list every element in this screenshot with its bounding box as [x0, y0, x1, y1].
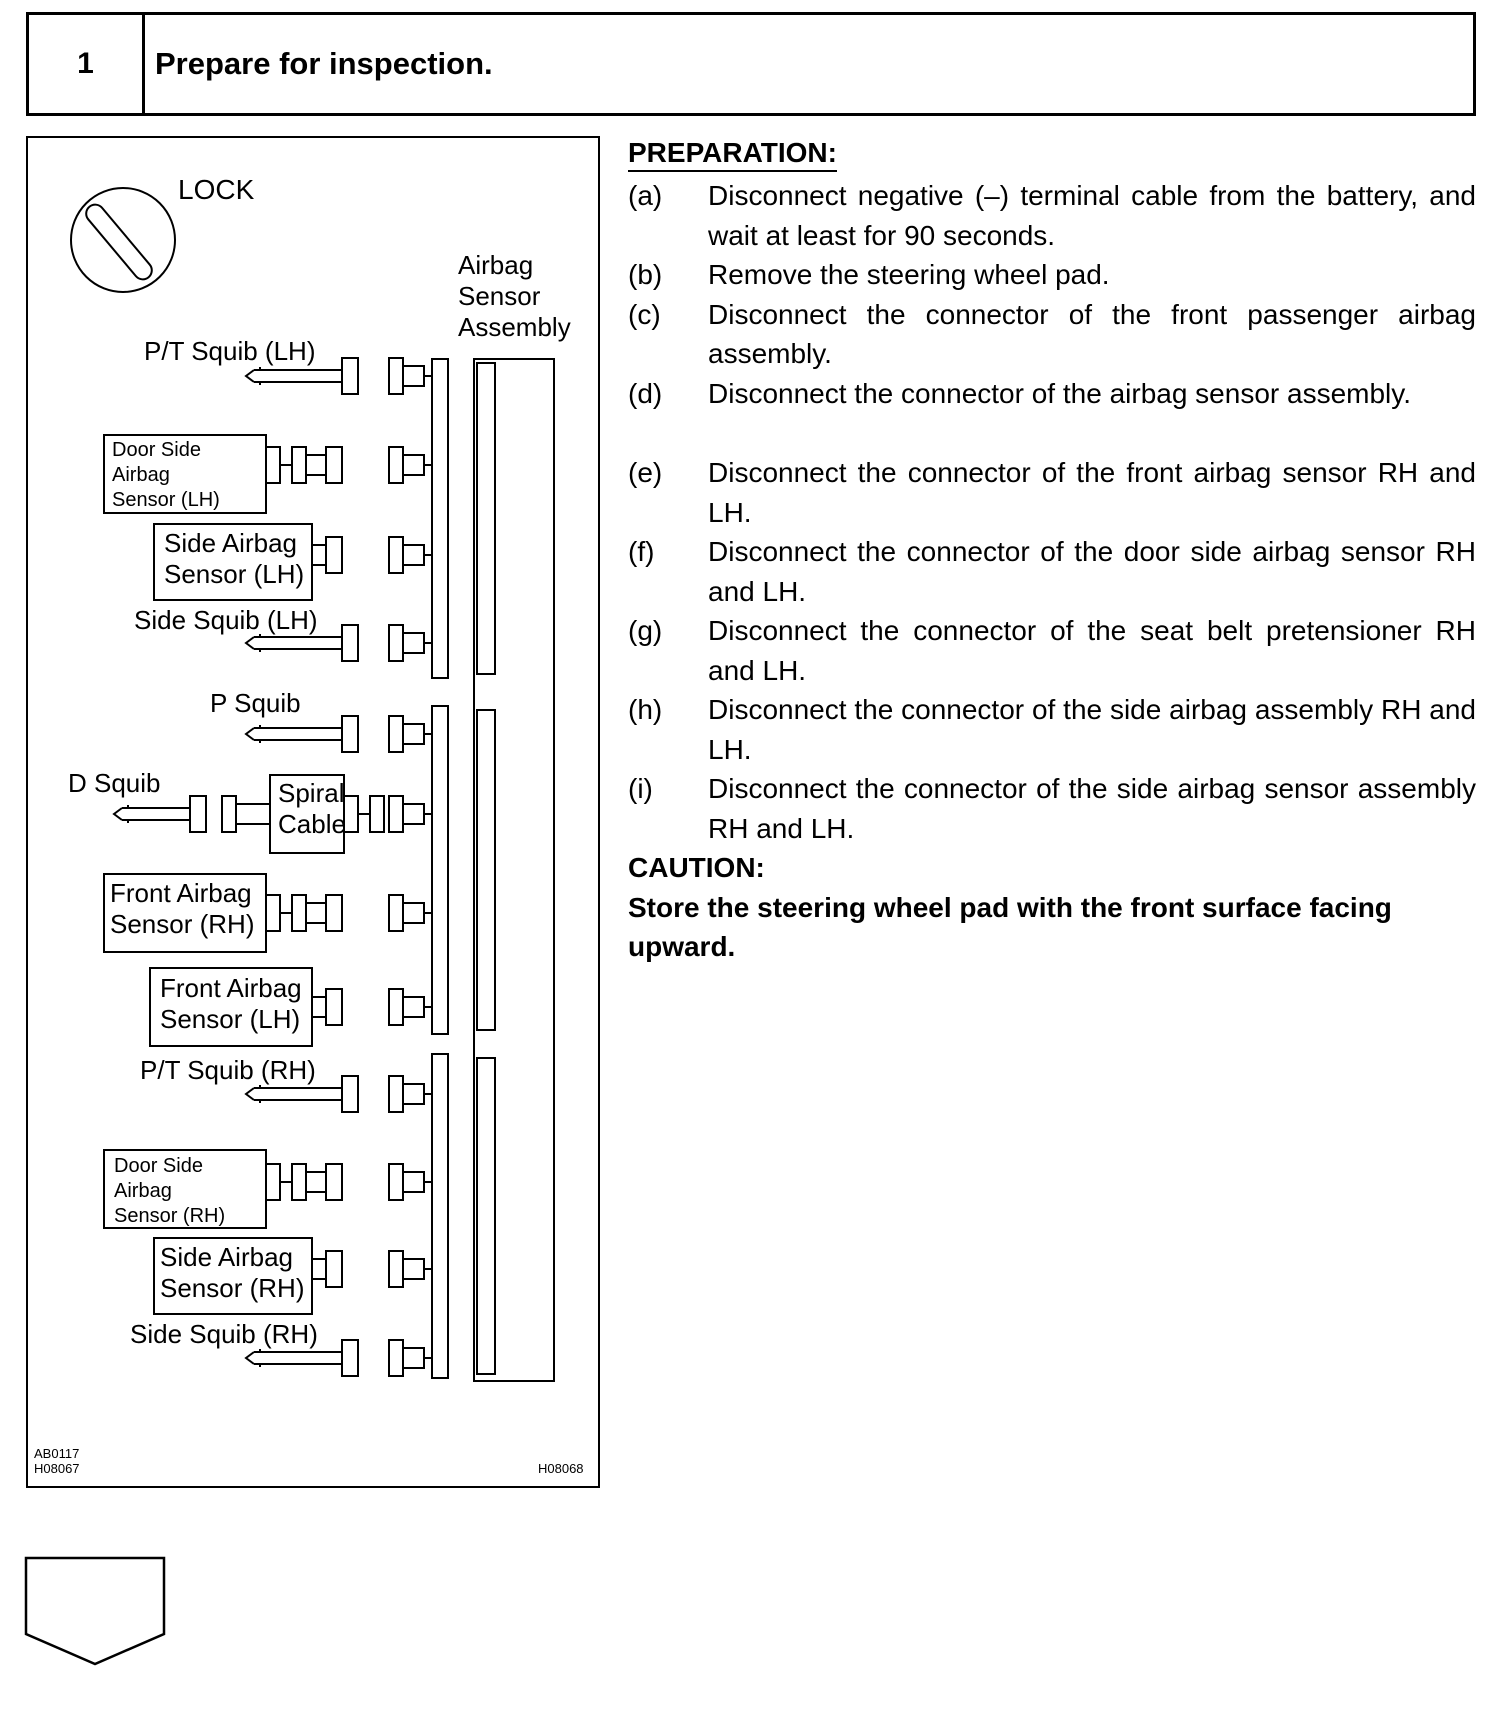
connector-pin	[403, 366, 424, 386]
door-side-sensor-lh-label: Door Side	[112, 439, 201, 461]
connector-pin	[403, 1172, 424, 1192]
connector-pin	[403, 1259, 424, 1279]
door-side-sensor-rh-label: Door Side	[114, 1155, 203, 1177]
sensor-assembly-slot	[477, 710, 495, 1030]
connector-pin	[403, 633, 424, 653]
preparation-step	[628, 176, 1476, 255]
pt-squib-lh-connector	[246, 367, 342, 385]
preparation-step	[628, 690, 1476, 769]
preparation-step	[628, 374, 1476, 414]
side-sensor-lh-connector	[326, 537, 342, 573]
next-step-arrow-icon	[24, 1556, 168, 1670]
airbag-sensor-assembly	[474, 359, 554, 1381]
connector-pin	[403, 997, 424, 1017]
side-sensor-rh-label: Sensor (RH)	[160, 1273, 305, 1303]
step-mark: (a)	[628, 180, 663, 211]
connector-bar	[432, 706, 448, 1034]
spiral-cable-connector	[370, 796, 384, 832]
front-sensor-rh-connector	[266, 895, 280, 931]
step-number: 1	[29, 15, 145, 113]
p-squib-connector-plug	[342, 716, 358, 752]
side-squib-rh-connector-plug	[342, 1340, 358, 1376]
sensor-assembly-slot	[477, 1058, 495, 1374]
side-squib-rh-label: Side Squib (RH)	[130, 1319, 318, 1349]
figure-code: AB0117	[34, 1446, 80, 1461]
step-mark: (i)	[628, 773, 653, 804]
connector-socket	[389, 895, 403, 931]
preparation-step	[628, 453, 1476, 532]
d-squib-label: D Squib	[68, 768, 161, 798]
pt-squib-lh-connector-plug	[342, 358, 358, 394]
p-squib-label: P Squib	[210, 688, 301, 718]
d-squib-connector-plug	[190, 796, 206, 832]
side-squib-lh-connector	[246, 634, 342, 652]
step-text: Disconnect the connector of the side airbag sensor assembly RH and LH.	[708, 773, 1476, 844]
connector-socket	[389, 447, 403, 483]
side-sensor-lh-label: Sensor (LH)	[164, 559, 305, 589]
front-sensor-rh-connector	[326, 895, 342, 931]
connector-bar	[432, 1054, 448, 1378]
preparation-steps	[628, 176, 1476, 848]
connector-pin	[403, 1084, 424, 1104]
lock-dial-icon	[71, 188, 175, 292]
side-squib-rh-connector	[246, 1349, 342, 1367]
door-side-sensor-rh-label: Airbag	[114, 1180, 172, 1202]
side-squib-lh-connector-plug	[342, 625, 358, 661]
sensor-assembly-slot	[477, 363, 495, 674]
preparation-step	[628, 532, 1476, 611]
step-text: Disconnect negative (–) terminal cable from the battery, and wait at least for 90 seconds.	[708, 180, 1476, 251]
connector-socket	[389, 716, 403, 752]
door-side-sensor-rh-connector	[266, 1164, 280, 1200]
front-sensor-lh-connector	[326, 989, 342, 1025]
sensor-assembly-label: Sensor	[458, 281, 541, 311]
step-text: Disconnect the connector of the seat belt pretensioner RH and LH.	[708, 615, 1476, 686]
figure-code: H08068	[538, 1461, 584, 1476]
p-squib-connector	[246, 725, 342, 743]
step-mark: (e)	[628, 457, 663, 488]
front-sensor-lh-label: Sensor (LH)	[160, 1004, 301, 1034]
pt-squib-rh-connector-plug	[342, 1076, 358, 1112]
sensor-assembly-label: Assembly	[458, 312, 571, 342]
diagram-canvas	[28, 138, 598, 1486]
key-slot-icon	[83, 201, 156, 283]
front-sensor-rh-label: Front Airbag	[110, 878, 252, 908]
step-mark: (d)	[628, 377, 663, 409]
connector-pin	[403, 455, 424, 475]
connector-socket	[389, 989, 403, 1025]
step-text: Disconnect the connector of the airbag sensor assembly.	[708, 377, 1411, 409]
door-side-sensor-lh-connector	[292, 447, 306, 483]
front-sensor-lh-label: Front Airbag	[160, 973, 302, 1003]
step-mark: (f)	[628, 536, 655, 567]
door-side-sensor-rh-label: Sensor (RH)	[114, 1205, 226, 1227]
step-mark: (c)	[628, 298, 661, 330]
door-side-sensor-lh-label: Airbag	[112, 464, 170, 486]
connector-diagram	[26, 136, 600, 1488]
preparation-section	[628, 133, 1476, 967]
side-sensor-rh-connector	[326, 1251, 342, 1287]
step-mark: (b)	[628, 259, 663, 290]
connector-socket	[389, 1251, 403, 1287]
connector-pin	[403, 903, 424, 923]
step-gap	[628, 413, 1476, 453]
figure-code: H08067	[34, 1461, 80, 1476]
front-sensor-rh-label: Sensor (RH)	[110, 909, 255, 939]
door-side-sensor-rh-connector	[292, 1164, 306, 1200]
spiral-cable-label: Cable	[278, 809, 346, 839]
step-text: Remove the steering wheel pad.	[708, 259, 1110, 290]
preparation-heading: PREPARATION:	[628, 136, 837, 172]
connector-pin	[403, 545, 424, 565]
connector-pin	[403, 724, 424, 744]
pt-squib-rh-label: P/T Squib (RH)	[140, 1055, 316, 1085]
connector-socket	[389, 1340, 403, 1376]
side-sensor-lh-label: Side Airbag	[164, 528, 297, 558]
connector-pin	[403, 804, 424, 824]
preparation-step	[628, 255, 1476, 295]
connector-socket	[389, 796, 403, 832]
connector-bar	[432, 359, 448, 678]
step-mark: (g)	[628, 615, 663, 646]
pt-squib-lh-label: P/T Squib (LH)	[144, 336, 316, 366]
spiral-cable-label: Spiral	[278, 778, 345, 808]
door-side-sensor-lh-connector	[266, 447, 280, 483]
door-side-sensor-lh-connector	[326, 447, 342, 483]
caution-heading: CAUTION:	[628, 852, 765, 883]
lock-label: LOCK	[178, 174, 255, 205]
side-sensor-rh-label: Side Airbag	[160, 1242, 293, 1272]
connector-socket	[389, 625, 403, 661]
preparation-step	[628, 611, 1476, 690]
step-mark: (h)	[628, 694, 663, 725]
side-squib-lh-label: Side Squib (LH)	[134, 605, 318, 635]
step-text: Disconnect the connector of the side airbag assembly RH and LH.	[708, 694, 1476, 765]
step-text: Disconnect the connector of the door side airbag sensor RH and LH.	[708, 536, 1476, 607]
step-text: Disconnect the connector of the front airbag sensor RH and LH.	[708, 457, 1476, 528]
preparation-step	[628, 295, 1476, 374]
spiral-cable-connector	[222, 796, 236, 832]
d-squib-connector	[114, 805, 190, 823]
door-side-sensor-rh-connector	[326, 1164, 342, 1200]
connector-socket	[389, 1164, 403, 1200]
caution-text: Store the steering wheel pad with the front surface facing upward.	[628, 891, 1392, 962]
front-sensor-rh-connector	[292, 895, 306, 931]
pt-squib-rh-connector	[246, 1085, 342, 1103]
door-side-sensor-lh-label: Sensor (LH)	[112, 489, 220, 511]
spiral-cable-connector	[344, 796, 358, 832]
connector-socket	[389, 1076, 403, 1112]
connector-socket	[389, 358, 403, 394]
sensor-assembly-label: Airbag	[458, 250, 534, 280]
step-header	[26, 12, 1476, 116]
step-title: Prepare for inspection.	[155, 46, 493, 81]
preparation-step	[628, 769, 1476, 848]
connector-pin	[403, 1348, 424, 1368]
connector-socket	[389, 537, 403, 573]
step-text: Disconnect the connector of the front passenger airbag assembly.	[708, 298, 1476, 369]
